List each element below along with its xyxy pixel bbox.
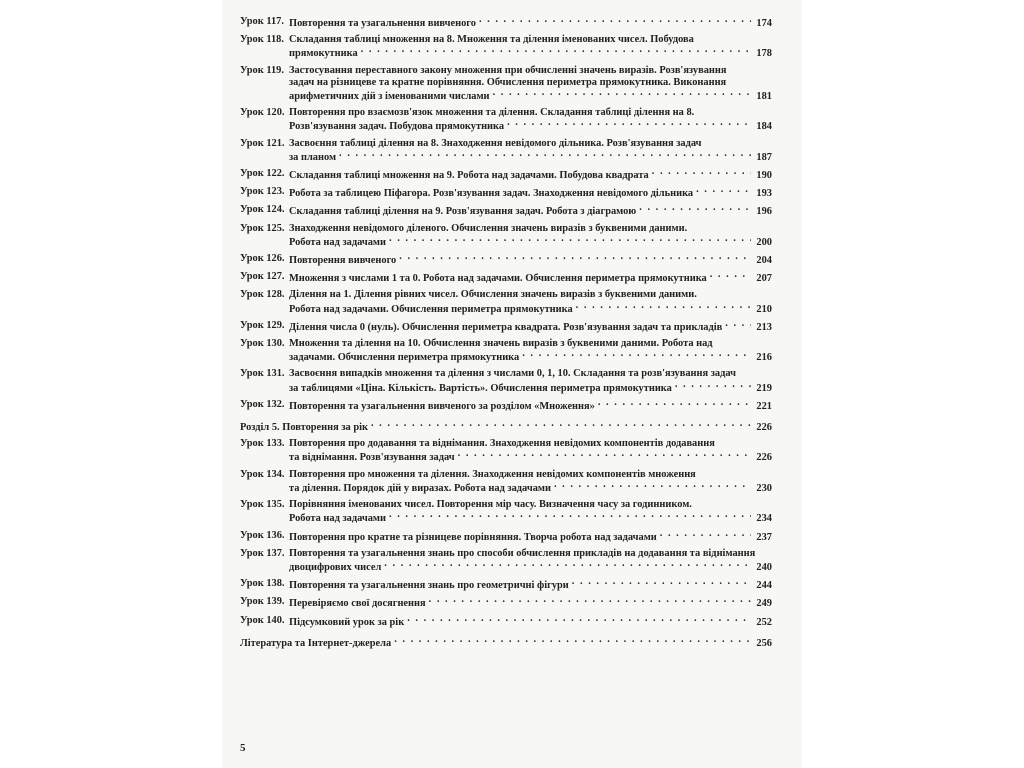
entry-title-line: Повторення вивченого: [289, 255, 397, 267]
toc-entry: [240, 578, 772, 592]
leader-dots: [576, 302, 751, 312]
entry-page-number: 219: [756, 382, 772, 394]
entry-page-number: 190: [756, 170, 772, 182]
entry-title-line: прямокутника: [289, 48, 358, 60]
entry-title-line: Множення з числами 1 та 0. Робота над задачами. Обчислення периметра прямокутника: [289, 273, 707, 285]
lesson-number: Урок 122.: [240, 168, 285, 180]
toc-entry: [240, 289, 772, 315]
lesson-number: Урок 134.: [240, 468, 285, 480]
lesson-number: Урок 118.: [240, 34, 284, 46]
toc-entry: [240, 271, 772, 285]
toc-entry: [240, 615, 772, 629]
entry-title-line: Засвоєння випадків множення та ділення з числами 0, 1, 10. Складання та розв'язування задач: [289, 368, 736, 380]
lesson-number: Урок 129.: [240, 319, 285, 331]
toc-entry: [240, 34, 772, 60]
entry-title-line: Повторення та узагальнення знань про геометричні фігури: [289, 580, 569, 592]
entry-title-line: Повторення та узагальнення вивченого за розділом «Множення»: [289, 400, 595, 412]
lesson-number: Урок 128.: [240, 289, 285, 301]
toc-entry: [240, 107, 772, 133]
toc-entry: [240, 320, 772, 334]
entry-page-number: 204: [756, 255, 772, 267]
entry-page-number: 244: [756, 580, 772, 592]
entry-page-number: 178: [756, 48, 772, 60]
entry-page-number: 187: [756, 151, 772, 163]
entry-page-number: 181: [756, 91, 772, 103]
toc-entry: [240, 499, 772, 525]
entry-page-number: 226: [756, 422, 772, 434]
entry-title-line: Повторення про множення та ділення. Знаходження невідомих компонентів множення: [289, 468, 696, 480]
toc-entry: [240, 168, 772, 182]
leader-dots: [399, 253, 751, 263]
entry-title-line: Складання таблиці множення на 9. Робота над задачами. Побудова квадрата: [289, 170, 649, 182]
lesson-number: Урок 138.: [240, 578, 285, 590]
entry-title-line: Складання таблиці множення на 8. Множення та ділення іменованих чисел. Побудова: [289, 34, 694, 46]
entry-page-number: 193: [756, 188, 772, 200]
leader-dots: [639, 204, 751, 214]
entry-title-line: задачами. Обчислення периметра прямокутника: [289, 352, 520, 364]
toc-entry: [240, 338, 772, 364]
entry-title-line: Складання таблиці ділення на 9. Розв'язування задач. Робота з діаграмою: [289, 206, 637, 218]
entry-title-line: Повторення про взаємозв'язок множення та ділення. Складання таблиці ділення на 8.: [289, 107, 695, 119]
lesson-number: Урок 123.: [240, 186, 285, 198]
leader-dots: [384, 560, 751, 570]
toc-entry: [240, 469, 772, 495]
entry-page-number: 196: [756, 206, 772, 218]
toc-entry: [240, 16, 772, 30]
toc-entry: [240, 438, 772, 464]
entry-title-line: Порівняння іменованих чисел. Повторення мір часу. Визначення часу за годинником.: [289, 499, 692, 511]
lesson-number: Урок 139.: [240, 596, 285, 608]
leader-dots: [389, 511, 751, 521]
leader-dots: [493, 89, 751, 99]
lesson-number: Урок 140.: [240, 614, 285, 626]
entry-title-line: та віднімання. Розв'язування задач: [289, 452, 455, 464]
entry-title-line: Засвоєння таблиці ділення на 8. Знаходження невідомого дільника. Розв'язування задач: [289, 137, 702, 149]
toc-entry: [240, 399, 772, 413]
entry-title-line: Повторення та узагальнення вивченого: [289, 18, 476, 29]
entry-title-line: Повторення про додавання та віднімання. Знаходження невідомих компонентів додавання: [289, 438, 715, 450]
leader-dots: [371, 420, 751, 430]
entry-title-line: Підсумковий урок за рік: [289, 616, 405, 628]
toc-section-entry: [240, 420, 772, 434]
leader-dots: [394, 636, 751, 646]
toc-entry: [240, 223, 772, 249]
lesson-number: Урок 127.: [240, 271, 285, 283]
entry-title-line: Перевіряємо свої досягнення: [289, 598, 426, 610]
entry-title-line: Розв'язування задач. Побудова прямокутника: [289, 121, 505, 133]
entry-title-line: арифметичних дій з іменованими числами: [289, 91, 490, 103]
leader-dots: [507, 119, 751, 129]
entry-page-number: 249: [756, 598, 772, 610]
entry-title-line: Повторення та узагальнення знань про способи обчислення прикладів на додавання та віднімання: [289, 547, 756, 559]
table-of-contents: [240, 16, 772, 654]
page-number: 5: [240, 742, 246, 754]
entry-page-number: 200: [756, 236, 772, 248]
entry-page-number: 240: [756, 561, 772, 573]
leader-dots: [429, 596, 751, 606]
entry-page-number: 234: [756, 513, 772, 525]
entry-page-number: 230: [756, 482, 772, 494]
toc-entry: [240, 204, 772, 218]
entry-title-line: та ділення. Порядок дій у виразах. Робота над задачами: [289, 482, 551, 494]
lesson-number: Урок 125.: [240, 222, 285, 234]
lesson-number: Урок 132.: [240, 398, 285, 410]
leader-dots: [660, 530, 751, 540]
entry-page-number: 221: [756, 400, 772, 412]
lesson-number: Урок 117.: [240, 16, 284, 27]
leader-dots: [696, 186, 751, 196]
entry-title-line: Література та Інтернет-джерела: [240, 637, 392, 649]
entry-title-line: Множення та ділення на 10. Обчислення значень виразів з буквеними даними. Робота над: [289, 338, 713, 350]
leader-dots: [725, 320, 751, 330]
leader-dots: [339, 150, 751, 160]
leader-dots: [710, 271, 751, 281]
entry-title-line: Робота над задачами. Обчислення периметра прямокутника: [289, 303, 573, 315]
lesson-number: Урок 135.: [240, 499, 285, 511]
toc-entry: [240, 530, 772, 544]
entry-title-line: за планом: [289, 151, 337, 163]
leader-dots: [361, 46, 751, 56]
leader-dots: [598, 399, 751, 409]
entry-title-line: Робота над задачами: [289, 236, 386, 248]
lesson-number: Урок 120.: [240, 107, 285, 119]
toc-entry: [240, 65, 772, 104]
entry-page-number: 226: [756, 452, 772, 464]
leader-dots: [554, 481, 751, 491]
leader-dots: [407, 615, 751, 625]
toc-section-entry: [240, 636, 772, 650]
entry-page-number: 207: [756, 273, 772, 285]
entry-title-line: Повторення про кратне та різницеве порівняння. Творча робота над задачами: [289, 531, 657, 543]
entry-page-number: 184: [756, 121, 772, 133]
toc-entry: [240, 253, 772, 267]
entry-page-number: 252: [756, 616, 772, 628]
toc-entry: [240, 596, 772, 610]
leader-dots: [652, 168, 751, 178]
leader-dots: [479, 16, 751, 26]
entry-title-line: Розділ 5. Повторення за рік: [240, 422, 368, 434]
lesson-number: Урок 133.: [240, 438, 285, 450]
entry-title-line: Ділення на 1. Ділення рівних чисел. Обчислення значень виразів з буквеними даними.: [289, 289, 697, 301]
entry-page-number: 213: [756, 321, 772, 333]
entry-title-line: Застосування переставного закону множення при обчисленні значень виразів. Розв'язування: [289, 64, 727, 76]
entry-title-line: Робота за таблицею Піфагора. Розв'язування задач. Знаходження невідомого дільника: [289, 188, 694, 200]
lesson-number: Урок 121.: [240, 137, 285, 149]
entry-title-line: за таблицями «Ціна. Кількість. Вартість». Обчислення периметра прямокутника: [289, 382, 672, 394]
lesson-number: Урок 131.: [240, 368, 285, 380]
lesson-number: Урок 130.: [240, 338, 285, 350]
entry-title-line: Ділення числа 0 (нуль). Обчислення периметра квадрата. Розв'язування задач та прикладів: [289, 321, 723, 333]
lesson-number: Урок 124.: [240, 204, 285, 216]
lesson-number: Урок 136.: [240, 529, 285, 541]
toc-entry: [240, 548, 772, 574]
leader-dots: [572, 578, 751, 588]
entry-page-number: 237: [756, 531, 772, 543]
entry-title-line: задач на різницеве та кратне порівняння. Обчислення периметра прямокутника. Виконання: [289, 76, 727, 88]
lesson-number: Урок 137.: [240, 547, 285, 559]
entry-page-number: 210: [756, 303, 772, 315]
entry-title-line: Робота над задачами: [289, 513, 386, 525]
leader-dots: [675, 381, 751, 391]
leader-dots: [458, 450, 751, 460]
entry-page-number: 256: [756, 637, 772, 649]
toc-entry: [240, 138, 772, 164]
toc-entry: [240, 368, 772, 394]
leader-dots: [522, 350, 751, 360]
lesson-number: Урок 126.: [240, 253, 285, 265]
entry-page-number: 216: [756, 352, 772, 364]
toc-entry: [240, 186, 772, 200]
leader-dots: [389, 235, 751, 245]
lesson-number: Урок 119.: [240, 64, 284, 76]
entry-title-line: Знаходження невідомого діленого. Обчислення значень виразів з буквеними даними.: [289, 222, 688, 234]
entry-title-line: двоцифрових чисел: [289, 561, 382, 573]
entry-page-number: 174: [756, 18, 772, 29]
